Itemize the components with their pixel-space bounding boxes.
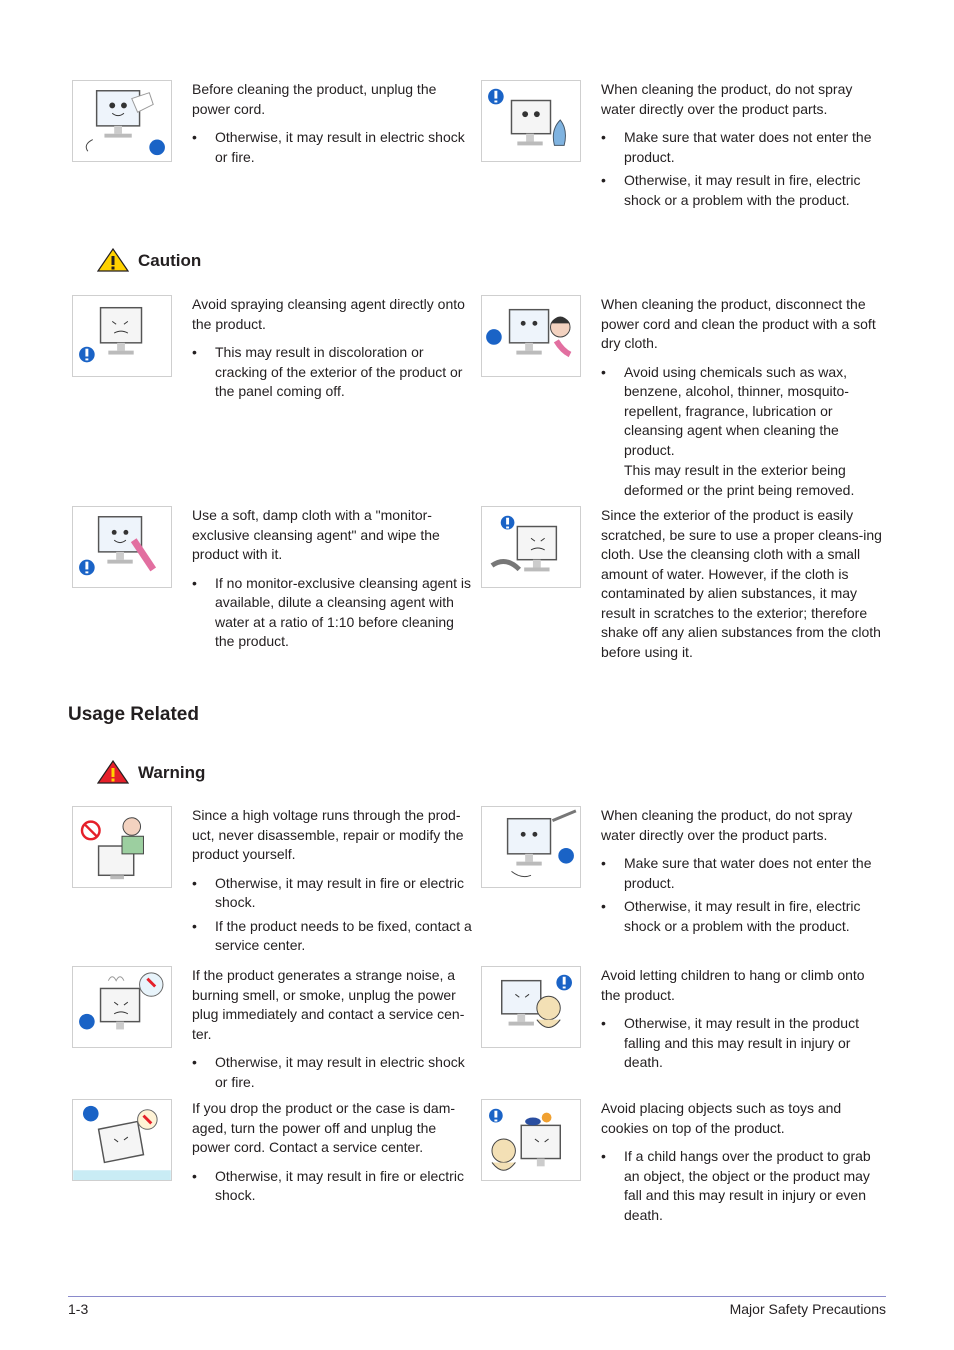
toys-on-monitor-icon [481,1099,581,1181]
page-number: 1-3 [68,1301,89,1317]
list-item: • Make sure that water does not enter the product. [601,128,883,167]
list-item: • This may result in discoloration or cracking of the exterior of the product or the panel coming off. [192,343,474,402]
list-item: • Otherwise, it may result in electric shock or fire. [192,1053,474,1092]
footer-rule [68,1296,886,1297]
footer-title: Major Safety Precautions [729,1301,886,1317]
no-disassemble-icon [72,806,172,888]
caution-item-text: Use a soft, damp cloth with a "monitor-exclusive cleansing agent" and wipe the product with it. [192,507,440,562]
list-item: • Otherwise, it may result in fire, electric shock or a problem with the product. [601,171,883,210]
warning-triangle-icon [97,760,129,784]
dropped-monitor-icon [72,1099,172,1181]
caution-triangle-icon [97,248,129,272]
list-item: • If no monitor-exclusive cleansing agent is available, dilute a cleansing agent with water at a ratio of 1:10 before cleaning the product. [192,574,474,652]
list-item: • If a child hangs over the product to grab an object, the object or the product may fall and this may result in injury or even death. [601,1147,883,1225]
warning-item-text: Avoid letting children to hang or climb onto the product. [601,967,865,1003]
list-item: • Otherwise, it may result in fire or electric shock. [192,1167,474,1206]
warning-item-text: Avoid placing objects such as toys and cookies on top of the product. [601,1100,842,1136]
caution-label: Caution [138,251,202,270]
monitor-wipe-unplug-icon [72,80,172,162]
list-item: • Otherwise, it may result in fire or electric shock. [192,874,474,913]
warning-label: Warning [138,763,206,782]
monitor-spray-icon [481,80,581,162]
section-title: Usage Related [68,704,199,725]
no-spray-agent-icon [72,295,172,377]
list-item: • Otherwise, it may result in the product falling and this may result in injury or death. [601,1014,883,1073]
smoke-unplug-icon [72,966,172,1048]
list-item: • If the product needs to be fixed, contact a service center. [192,917,474,956]
warning-item-text: Since a high voltage runs through the prod-uct, never disassemble, repair or modify the product yourself. [192,807,464,862]
caution-item-text: When cleaning the product, disconnect the power cord and clean the product with a soft dry cloth. [601,296,876,351]
monitor-spray-unplug-icon [481,806,581,888]
list-item-text: Avoid using chemicals such as wax, benzene, alcohol, thinner, mosquito-repellent, fragrance, lubrication or cleansing agent when cleaning the product. [624,363,849,458]
scratch-cloth-icon [481,506,581,588]
list-item [601,363,883,501]
caution-item-text: Since the exterior of the product is easily scratched, be sure to use a proper cleans-ing cloth. Use the cleansing cloth with a small amount of water. However, if the cloth is contaminated by alien substances, it may result in scratches to the exterior; therefore shake off any alien substances from the cloth before using it. [601,507,882,660]
caution-item-text: Avoid spraying cleansing agent directly onto the product. [192,296,465,332]
warning-item-text: When cleaning the product, do not spray water directly over the product parts. [601,807,853,843]
top-item-text: When cleaning the product, do not spray water directly over the product parts. [601,81,853,117]
list-item: • Otherwise, it may result in fire, electric shock or a problem with the product. [601,897,883,936]
warning-item-text: If you drop the product or the case is dam-aged, turn the power off and unplug the power cord. Contact a service center. [192,1100,456,1155]
list-item: • Make sure that water does not enter the product. [601,854,883,893]
list-item-note: This may result in the exterior being deformed or the print being removed. [624,462,855,498]
damp-cloth-wipe-icon [72,506,172,588]
dry-cloth-unplug-icon [481,295,581,377]
list-item: • Otherwise, it may result in electric shock or fire. [192,128,474,167]
top-item-text: Before cleaning the product, unplug the power cord. [192,81,437,117]
child-climb-icon [481,966,581,1048]
warning-item-text: If the product generates a strange noise, a burning smell, or smoke, unplug the power plug immediately and contact a service cen-ter. [192,967,465,1042]
